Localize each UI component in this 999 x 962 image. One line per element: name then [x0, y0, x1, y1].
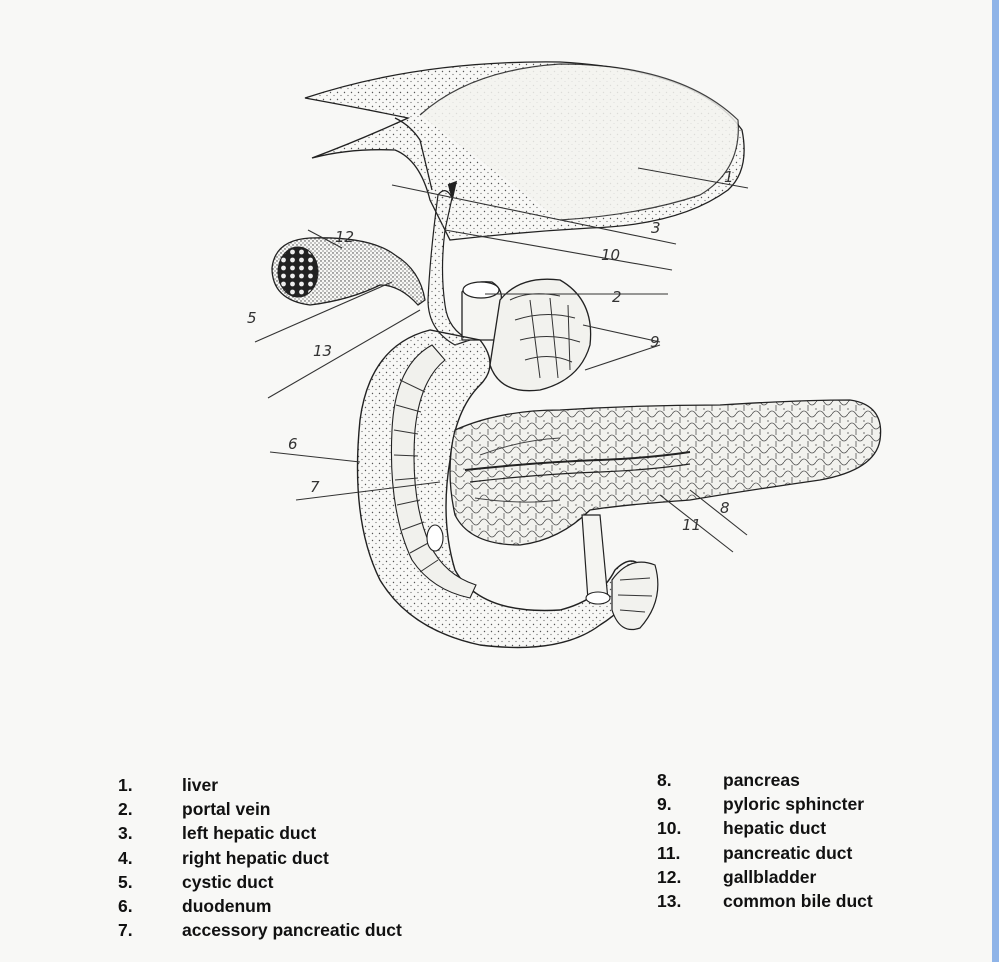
gallbladder-shape [272, 238, 425, 305]
legend-label: pancreas [723, 769, 800, 790]
callout-13: 13 [313, 342, 333, 360]
legend-label: left hepatic duct [182, 823, 317, 844]
legend-label: common bile duct [723, 891, 873, 912]
legend-label: right hepatic duct [182, 847, 329, 868]
legend-item [657, 792, 873, 816]
legend-number: 9. [657, 793, 672, 814]
legend-number: 3. [118, 823, 133, 844]
legend-right-column [657, 768, 873, 914]
legend-item [657, 889, 873, 913]
legend-label: pyloric sphincter [723, 793, 865, 814]
callout-6: 6 [288, 435, 298, 453]
callout-5: 5 [247, 309, 257, 327]
legend-label: duodenum [182, 896, 272, 917]
legend-label: portal vein [182, 798, 271, 819]
legend-item [118, 919, 402, 943]
legend-number: 10. [657, 818, 682, 839]
legend-number: 11. [657, 842, 681, 863]
legend-item [657, 841, 873, 865]
legend-number: 2. [118, 798, 133, 819]
pancreas-shape [450, 400, 881, 545]
legend-label: gallbladder [723, 866, 817, 887]
callout-8: 8 [720, 499, 730, 517]
liver-shape [305, 62, 744, 240]
legend-number: 5. [118, 871, 133, 892]
callout-3: 3 [651, 219, 661, 237]
legend-item [657, 865, 873, 889]
legend-number: 8. [657, 769, 672, 790]
legend-item [118, 822, 402, 846]
legend-item [118, 870, 402, 894]
legend-number: 6. [118, 896, 133, 917]
stomach-pylorus-shape [490, 279, 591, 391]
legend-item [118, 797, 402, 821]
legend-label: liver [182, 774, 218, 795]
legend-number: 12. [657, 866, 682, 887]
callout-12: 12 [335, 228, 355, 246]
legend-label: hepatic duct [723, 818, 827, 839]
legend-left-column [118, 773, 402, 943]
legend-number: 1. [118, 774, 133, 795]
legend-number: 7. [118, 920, 133, 941]
legend-item [657, 817, 873, 841]
legend-number: 4. [118, 847, 133, 868]
legend-item [118, 846, 402, 870]
legend-item [657, 768, 873, 792]
legend-item [118, 894, 402, 918]
callout-11: 11 [682, 516, 702, 534]
legend-number: 13. [657, 891, 682, 912]
callout-2: 2 [612, 288, 622, 306]
legend-label: pancreatic duct [723, 842, 853, 863]
callout-9: 9 [650, 333, 660, 351]
legend-label: cystic duct [182, 871, 274, 892]
callout-10: 10 [601, 246, 621, 264]
legend-item [118, 773, 402, 797]
callout-7: 7 [310, 478, 320, 496]
legend-label: accessory pancreatic duct [182, 920, 402, 941]
callout-1: 1 [724, 168, 734, 186]
